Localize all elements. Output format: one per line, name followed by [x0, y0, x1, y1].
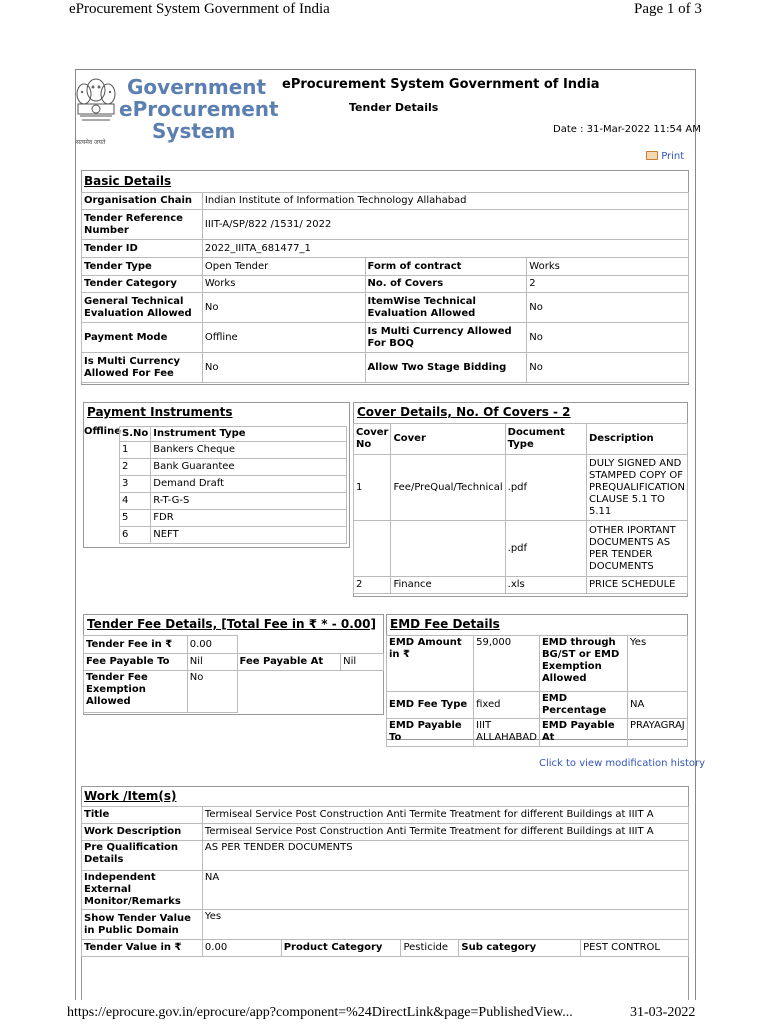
label-work-description: Work Description	[82, 824, 203, 841]
value-show-value: Yes	[202, 910, 688, 940]
value-tender-value: 0.00	[202, 940, 281, 957]
work-items-heading: Work /Item(s)	[84, 789, 177, 803]
label-fee-exemption: Tender Fee Exemption Allowed	[84, 671, 188, 713]
col-description: Description	[587, 424, 688, 455]
blank-cell	[341, 671, 384, 713]
value-emd-amount: 59,000	[474, 636, 540, 692]
print-header-title: eProcurement System Government of India	[69, 1, 330, 17]
value-emd-percentage: NA	[628, 692, 688, 719]
label-emd-amount: EMD Amount in ₹	[387, 636, 474, 692]
value-org: Indian Institute of Information Technology Allahabad	[202, 193, 688, 210]
basic-details-heading: Basic Details	[84, 174, 172, 188]
value-emd-payable-at: PRAYAGRAJ	[628, 719, 688, 747]
printer-icon	[646, 151, 658, 160]
instrument-type: Bank Guarantee	[151, 459, 347, 476]
logo-line-system: System	[152, 119, 236, 143]
logo-line-government: Government	[127, 75, 267, 99]
value-emd-fee-type: fixed	[474, 692, 540, 719]
value-mc-fee: No	[202, 353, 365, 383]
label-fee-payable-at: Fee Payable At	[237, 654, 341, 671]
cover-details-heading: Cover Details, No. Of Covers - 2	[357, 405, 571, 419]
value-tender-id: 2022_IIITA_681477_1	[202, 240, 688, 258]
label-emd-through: EMD through BG/ST or EMD Exemption Allowed	[539, 636, 627, 692]
value-work-description: Termiseal Service Post Construction Anti Termite Treatment for different Buildings at IIIT A	[202, 824, 688, 841]
cover-description: DULY SIGNED AND STAMPED COPY OF PREQUALIFICATION CLAUSE 5.1 TO 5.11	[587, 455, 688, 521]
label-tender-id: Tender ID	[82, 240, 203, 258]
cover-description: OTHER IPORTANT DOCUMENTS AS PER TENDER DOCUMENTS	[587, 521, 688, 577]
instrument-type: Bankers Cheque	[151, 442, 347, 459]
ashoka-emblem-icon	[70, 70, 122, 140]
cover-name: Fee/PreQual/Technical	[391, 455, 505, 521]
blank-cell	[341, 636, 384, 654]
cover-doc-type: .xls	[505, 577, 586, 594]
cover-doc-type: .pdf	[505, 521, 586, 577]
print-footer-date: 31-03-2022	[630, 1005, 696, 1020]
modification-history-link[interactable]: Click to view modification history	[539, 758, 706, 769]
col-cover-no: Cover No	[354, 424, 391, 455]
logo-line-eprocurement: eProcurement	[119, 97, 279, 121]
value-payment-mode: Offline	[202, 323, 365, 353]
value-fee-exemption: No	[187, 671, 237, 713]
value-fee-payable-to: Nil	[187, 654, 237, 671]
label-two-stage: Allow Two Stage Bidding	[365, 353, 527, 383]
print-footer-url: https://eprocure.gov.in/eprocure/app?component=%24DirectLink&page=PublishedView...	[67, 1005, 573, 1020]
instrument-sno: 2	[120, 459, 151, 476]
label-emd-payable-at: EMD Payable At	[539, 719, 627, 747]
col-instrument-type: Instrument Type	[151, 427, 347, 442]
emd-fee-table	[386, 635, 688, 747]
label-prequal: Pre Qualification Details	[82, 841, 203, 871]
col-doc-type: Document Type	[505, 424, 586, 455]
instrument-type: R-T-G-S	[151, 493, 347, 510]
cover-no-empty	[354, 521, 391, 577]
value-mc-boq: No	[527, 323, 689, 353]
label-fee-payable-to: Fee Payable To	[84, 654, 188, 671]
page-subtitle: Tender Details	[349, 101, 439, 114]
label-product-category: Product Category	[281, 940, 401, 957]
instrument-sno: 4	[120, 493, 151, 510]
label-payment-mode: Payment Mode	[82, 323, 203, 353]
label-iem: Independent External Monitor/Remarks	[82, 871, 203, 910]
value-title: Termiseal Service Post Construction Anti Termite Treatment for different Buildings at IIIT A	[202, 807, 688, 824]
instrument-type: FDR	[151, 510, 347, 527]
report-date: Date : 31-Mar-2022 11:54 AM	[553, 124, 701, 135]
value-covers: 2	[527, 276, 689, 293]
value-prequal: AS PER TENDER DOCUMENTS	[202, 841, 688, 871]
page-title: eProcurement System Government of India	[282, 77, 600, 92]
value-fee-payable-at: Nil	[341, 654, 384, 671]
value-iwte: No	[527, 293, 689, 323]
instrument-sno: 1	[120, 442, 151, 459]
instrument-type: Demand Draft	[151, 476, 347, 493]
cover-name: Finance	[391, 577, 505, 594]
cover-no: 2	[354, 577, 391, 594]
label-category: Tender Category	[82, 276, 203, 293]
value-gte: No	[202, 293, 365, 323]
value-contract: Works	[527, 258, 689, 276]
tender-fee-heading: Tender Fee Details, [Total Fee in ₹ * - 0.00]	[87, 617, 376, 631]
label-title: Title	[82, 807, 203, 824]
label-tender-value: Tender Value in ₹	[82, 940, 203, 957]
instrument-sno: 6	[120, 527, 151, 544]
label-emd-fee-type: EMD Fee Type	[387, 692, 474, 719]
value-iem: NA	[202, 871, 688, 910]
cover-no: 1	[354, 455, 391, 521]
label-tender-fee: Tender Fee in ₹	[84, 636, 188, 654]
emblem-caption: सत्यमेव जयते	[76, 139, 106, 146]
label-sub-category: Sub category	[459, 940, 581, 957]
cover-description: PRICE SCHEDULE	[587, 577, 688, 594]
cover-name-empty	[391, 521, 505, 577]
payment-offline-label: Offline	[84, 426, 121, 437]
emd-fee-heading: EMD Fee Details	[390, 617, 500, 631]
print-header-page: Page 1 of 3	[634, 1, 702, 17]
value-category: Works	[202, 276, 365, 293]
label-emd-payable-to: EMD Payable To	[387, 719, 474, 747]
instrument-sno: 5	[120, 510, 151, 527]
label-org: Organisation Chain	[82, 193, 203, 210]
col-sno: S.No	[120, 427, 151, 442]
label-tender-type: Tender Type	[82, 258, 203, 276]
label-contract: Form of contract	[365, 258, 527, 276]
label-covers: No. of Covers	[365, 276, 527, 293]
value-product-category: Pesticide	[401, 940, 459, 957]
print-label: Print	[661, 151, 685, 162]
blank-cell	[237, 671, 341, 713]
cover-doc-type: .pdf	[505, 455, 586, 521]
payment-instruments-table	[119, 426, 347, 544]
work-items-table	[81, 806, 689, 957]
basic-details-table	[81, 192, 689, 383]
col-cover: Cover	[391, 424, 505, 455]
instrument-type: NEFT	[151, 527, 347, 544]
tender-fee-table	[83, 635, 384, 713]
label-iwte: ItemWise Technical Evaluation Allowed	[365, 293, 527, 323]
cover-details-table	[353, 423, 688, 594]
label-ref: Tender Reference Number	[82, 210, 203, 240]
payment-instruments-heading: Payment Instruments	[87, 405, 233, 419]
value-ref: IIIT-A/SP/822 /1531/ 2022	[202, 210, 688, 240]
label-emd-percentage: EMD Percentage	[539, 692, 627, 719]
value-tender-fee: 0.00	[187, 636, 237, 654]
value-two-stage: No	[527, 353, 689, 383]
value-sub-category: PEST CONTROL	[581, 940, 689, 957]
label-mc-boq: Is Multi Currency Allowed For BOQ	[365, 323, 527, 353]
value-emd-through: Yes	[628, 636, 688, 692]
print-link[interactable]	[646, 151, 684, 162]
instrument-sno: 3	[120, 476, 151, 493]
value-emd-payable-to: IIIT ALLAHABAD	[474, 719, 540, 747]
value-tender-type: Open Tender	[202, 258, 365, 276]
label-gte: General Technical Evaluation Allowed	[82, 293, 203, 323]
label-mc-fee: Is Multi Currency Allowed For Fee	[82, 353, 203, 383]
blank-cell	[237, 636, 341, 654]
label-show-value: Show Tender Value in Public Domain	[82, 910, 203, 940]
